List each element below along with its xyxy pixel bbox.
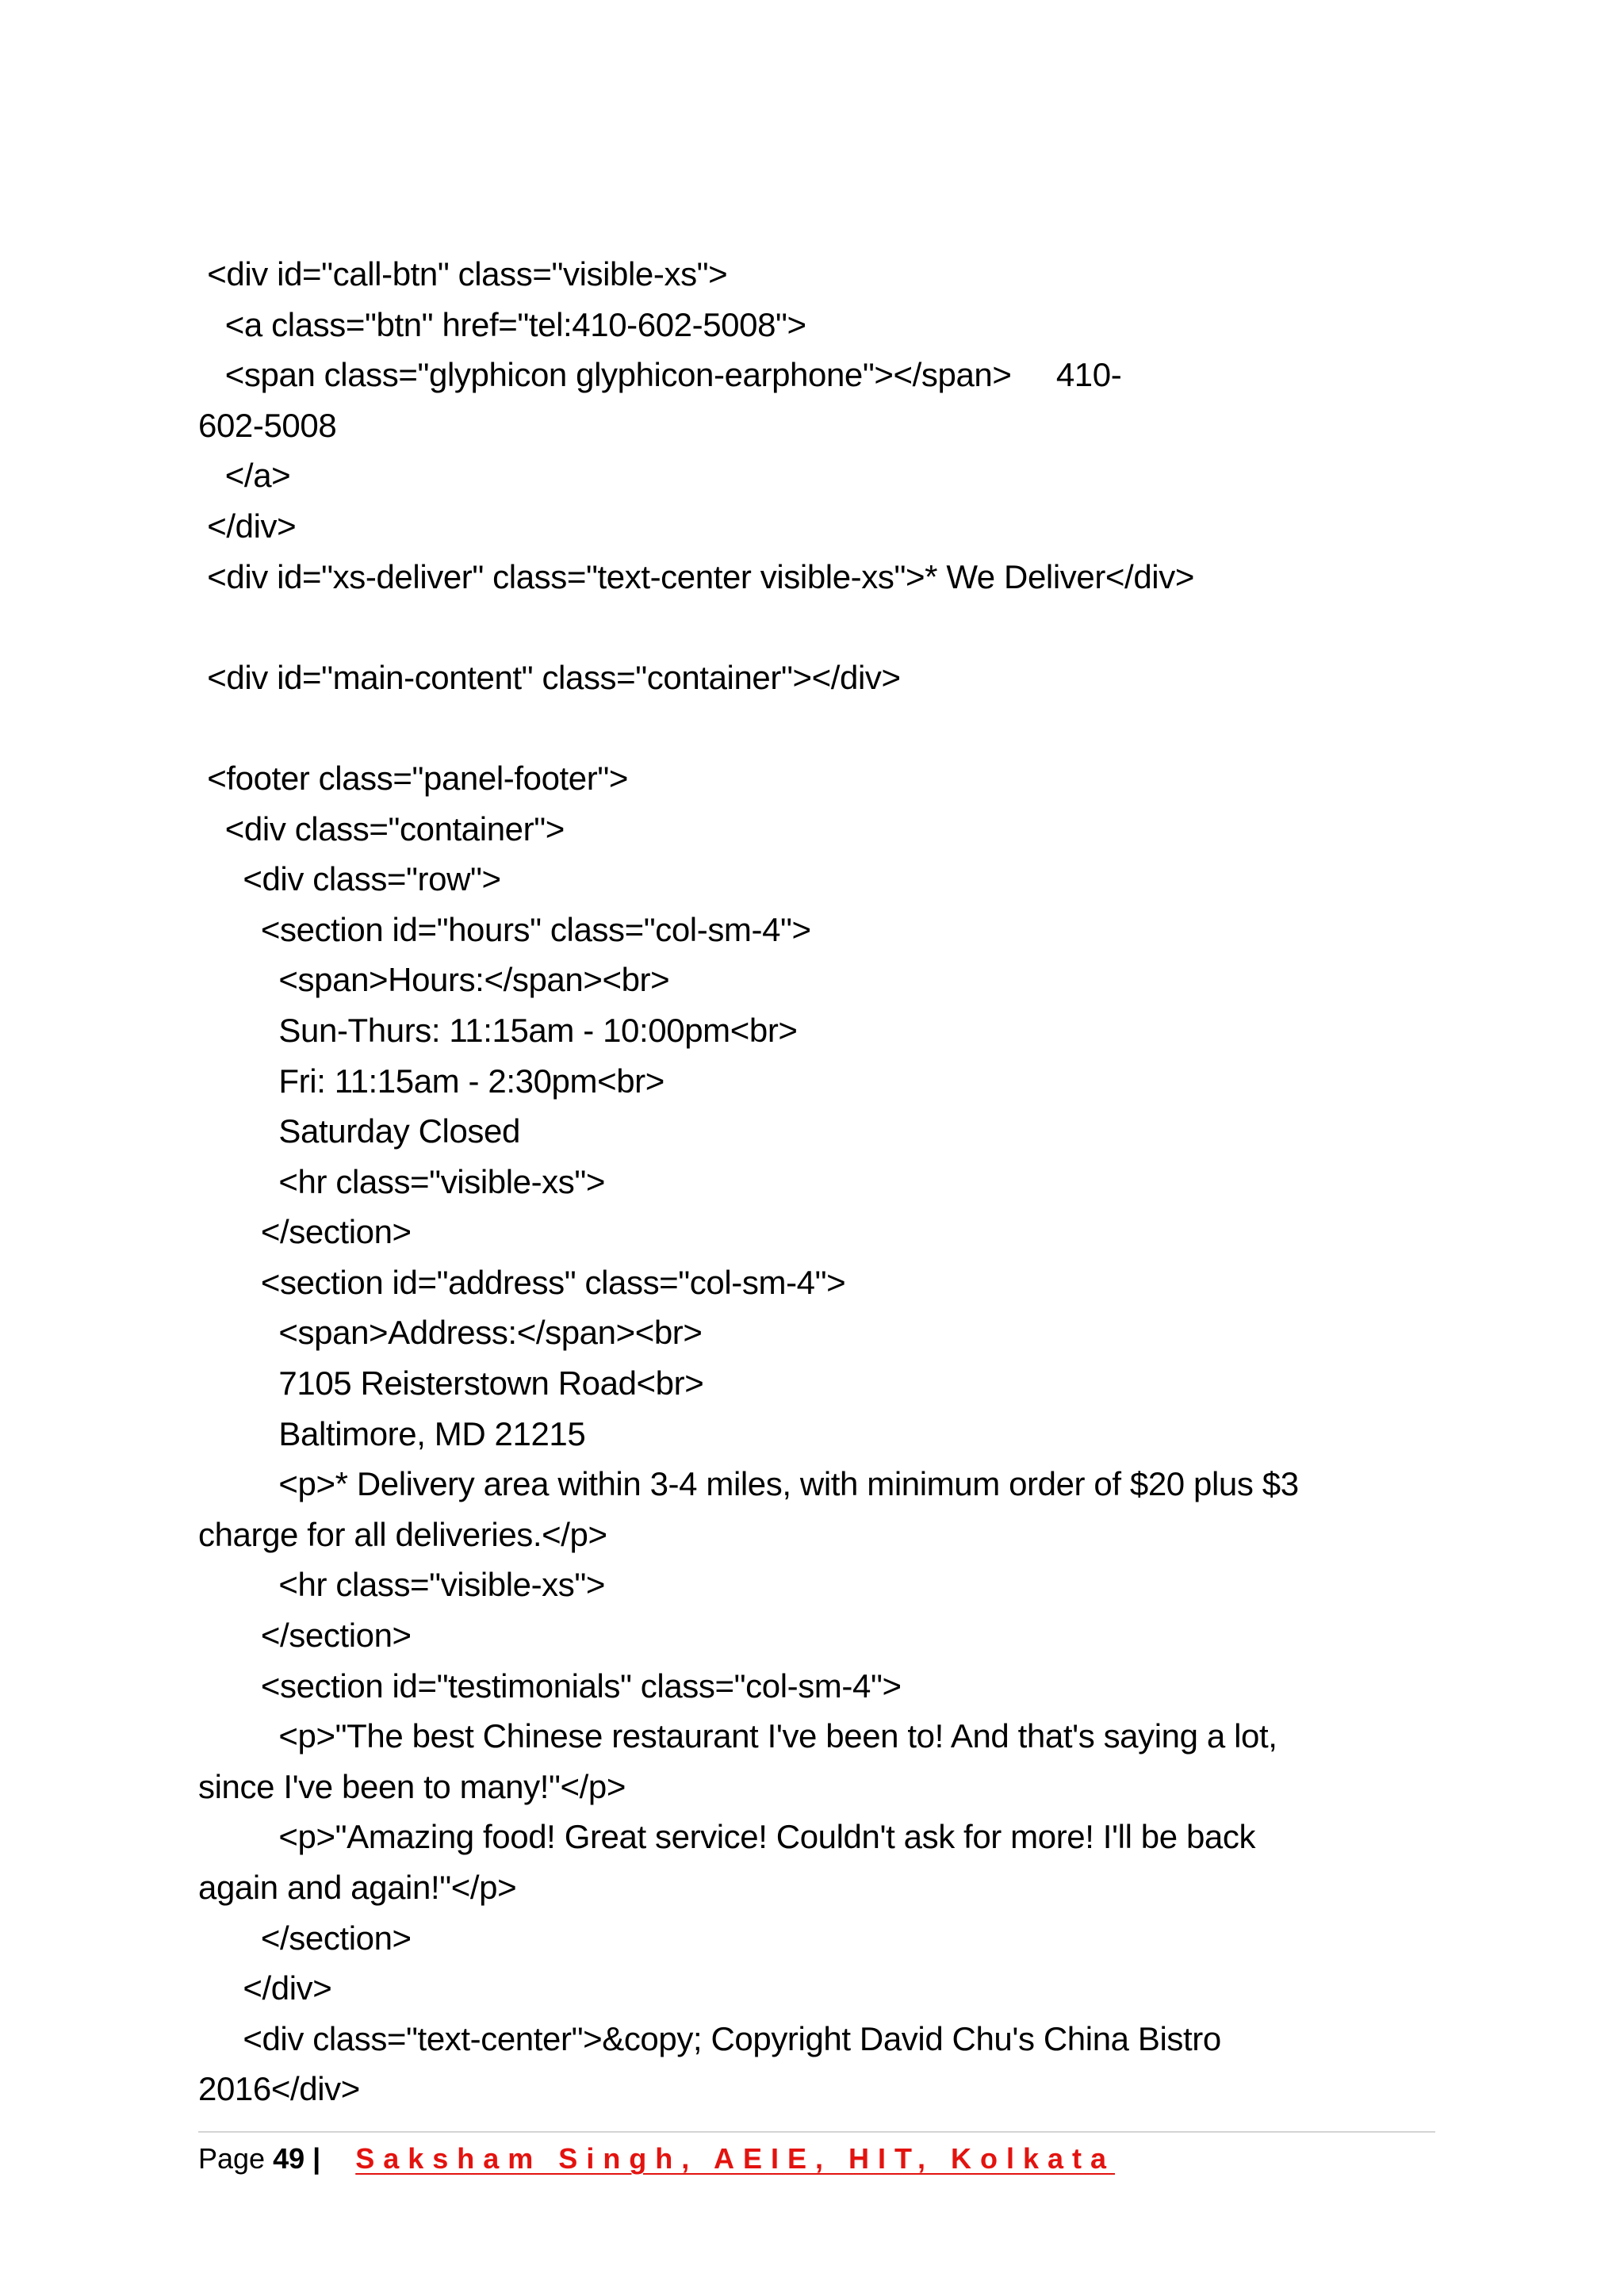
footer-text [198,2142,1115,2182]
code-line: <div class="container"> [198,809,565,848]
code-line: 602-5008 [198,406,337,444]
code-line: <div class="row"> [198,860,501,898]
code-listing [198,249,1435,2114]
code-line: </section> [198,1617,412,1655]
code-line: charge for all deliveries.</p> [198,1515,607,1553]
footer-separator: | [312,2142,321,2175]
code-line: <section id="hours" class="col-sm-4"> [198,910,811,948]
code-line: <p>"Amazing food! Great service! Couldn't ask for more! I'll be back [198,1818,1256,1856]
code-line: Fri: 11:15am - 2:30pm<br> [198,1062,665,1100]
blank-line [198,702,1435,753]
author-credit: Saksham Singh, AEIE, HIT, Kolkata [355,2142,1116,2175]
page-label: Page [198,2142,266,2175]
page-footer [198,2131,1435,2187]
code-line: Baltimore, MD 21215 [198,1414,586,1452]
code-line: <div id="call-btn" class="visible-xs"> [198,255,728,293]
code-line: <div id="main-content" class="container"></div> [198,658,901,696]
code-line: <span class="glyphicon glyphicon-earphone"></span> 410- [198,356,1122,394]
code-line: Sun-Thurs: 11:15am - 10:00pm<br> [198,1011,798,1049]
code-line: Saturday Closed [198,1112,520,1150]
code-line: </section> [198,1919,412,1957]
code-line: <p>* Delivery area within 3-4 miles, with minimum order of $20 plus $3 [198,1465,1299,1503]
code-line: 2016</div> [198,2070,360,2108]
code-line: <section id="address" class="col-sm-4"> [198,1263,846,1301]
code-line: 7105 Reisterstown Road<br> [198,1364,704,1402]
code-line: since I've been to many!"</p> [198,1767,626,1805]
code-line: <div id="xs-deliver" class="text-center visible-xs">* We Deliver</div> [198,557,1194,595]
code-line: <hr class="visible-xs"> [198,1566,606,1604]
page-number: 49 [273,2142,305,2175]
code-line: </a> [198,457,291,495]
code-line: <div class="text-center">&copy; Copyright David Chu's China Bistro [198,2019,1221,2057]
code-line: <a class="btn" href="tel:410-602-5008"> [198,305,806,343]
code-line: <footer class="panel-footer"> [198,759,628,797]
blank-line [198,602,1435,652]
code-line: <section id="testimonials" class="col-sm-4"> [198,1667,902,1705]
code-line: </div> [198,1969,332,2007]
code-line: <p>"The best Chinese restaurant I've been to! And that's saying a lot, [198,1717,1277,1755]
code-line: </section> [198,1213,412,1251]
code-line: <span>Hours:</span><br> [198,961,670,999]
code-line: </div> [198,507,297,545]
code-line: <span>Address:</span><br> [198,1314,703,1352]
footer-divider [198,2131,1435,2133]
code-line: <hr class="visible-xs"> [198,1162,606,1200]
code-line: again and again!"</p> [198,1869,517,1906]
